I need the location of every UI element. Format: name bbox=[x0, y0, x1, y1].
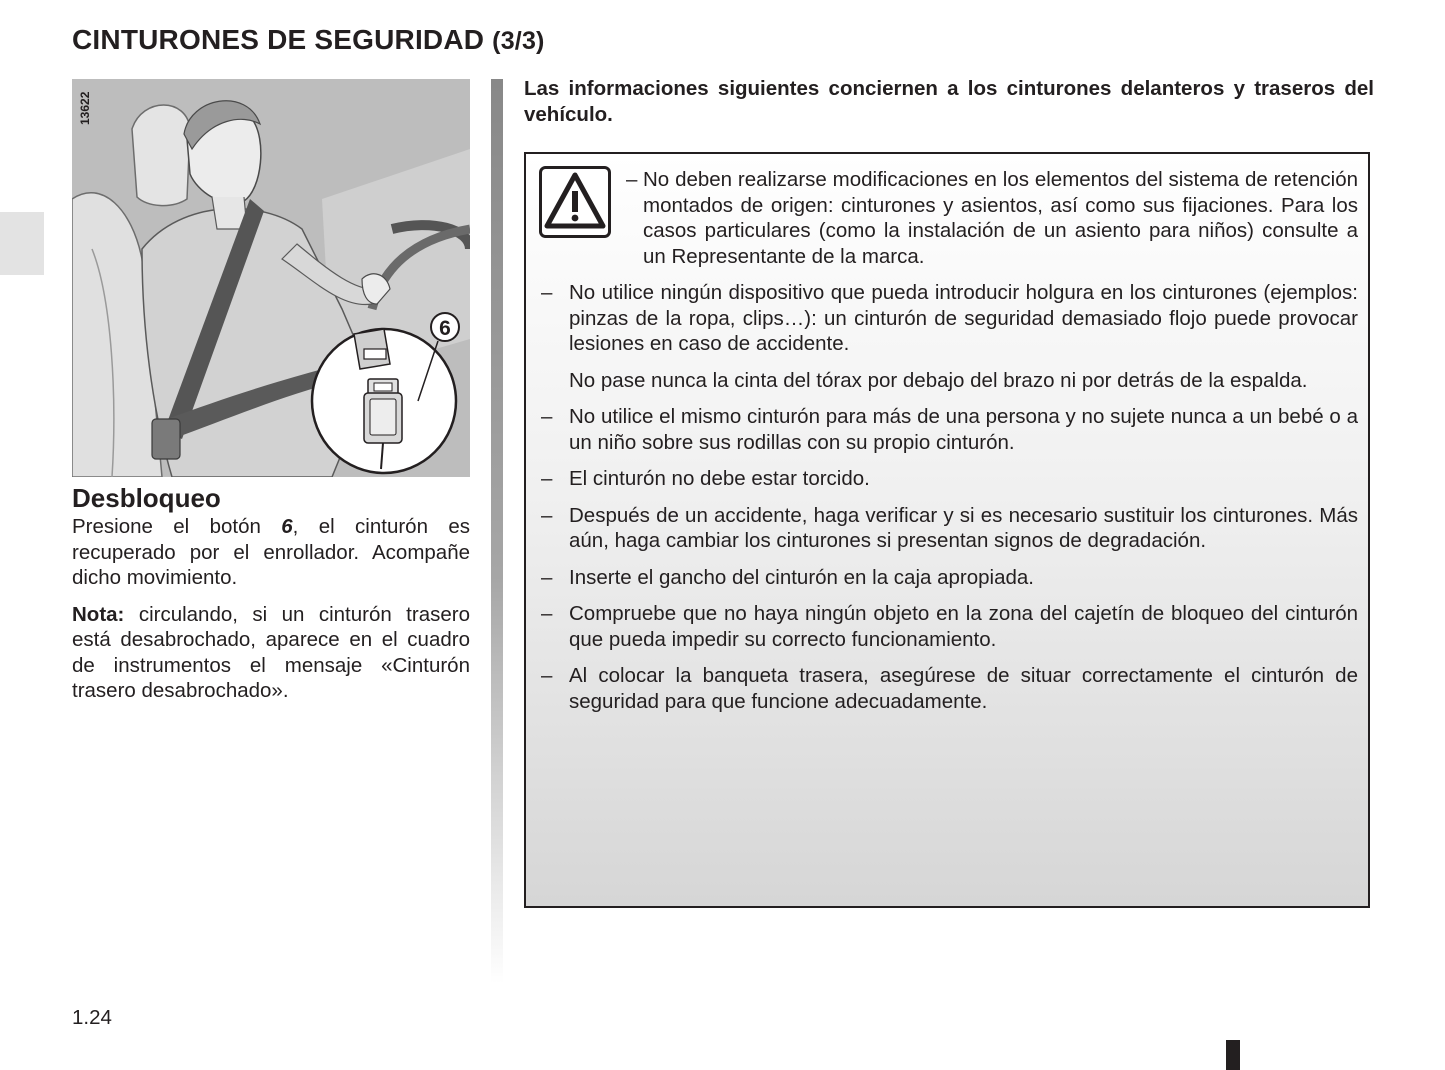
warning-item bbox=[541, 404, 1358, 455]
button-reference: 6 bbox=[281, 515, 293, 538]
title-part: (3/3) bbox=[492, 27, 545, 55]
title-text: CINTURONES DE SEGURIDAD bbox=[72, 24, 485, 55]
unlock-section bbox=[72, 482, 470, 715]
unlock-paragraph bbox=[72, 514, 470, 591]
warning-item-text: No utilice ningún dispositivo que pueda introducir holgura en los cinturones (ejemplos: pinzas de la ropa, clips…): un cinturón de seguridad demasiado flojo puede provocar lesiones en caso de accidente. bbox=[569, 281, 1358, 355]
warning-item bbox=[541, 280, 1358, 393]
note-text: circulando, si un cinturón trasero está desabrochado, aparece en el cuadro de instrumentos el mensaje «Cinturón trasero desabrochado». bbox=[72, 602, 470, 702]
page-number: 1.24 bbox=[72, 1006, 112, 1029]
intro-text: Las informaciones siguientes conciernen a los cinturones delanteros y traseros del vehículo. bbox=[524, 77, 1374, 126]
note-paragraph bbox=[72, 602, 470, 704]
warning-item-text: No utilice el mismo cinturón para más de una persona y no sujete nunca a un bebé o a un niño sobre sus rodillas con su propio cinturón. bbox=[569, 405, 1358, 454]
warning-item-text: Al colocar la banqueta trasera, asegúrese de situar correctamente el cinturón de seguridad para que funcione adecuadamente. bbox=[569, 664, 1358, 713]
warning-item-text: El cinturón no debe estar torcido. bbox=[569, 467, 870, 490]
warning-item bbox=[541, 663, 1358, 714]
warning-triangle-icon bbox=[539, 166, 611, 238]
warning-item-text: No deben realizarse modificaciones en los elementos del sistema de retención montados de origen: cinturones y asientos, así como sus fijaciones. Para los casos particulares (como la instalación de un asiento para niños) consulte a un Representante de la marca. bbox=[643, 168, 1358, 268]
warning-item-text: Después de un accidente, haga verificar y si es necesario sustituir los cinturones. Más aún, haga cambiar los cinturones si presentan signos de degradación. bbox=[569, 503, 1358, 552]
column-divider bbox=[491, 79, 503, 984]
dash: – bbox=[541, 281, 553, 304]
section-tab bbox=[0, 212, 44, 275]
dash: – bbox=[541, 467, 553, 490]
warning-item bbox=[626, 167, 1358, 269]
warning-box bbox=[524, 152, 1370, 908]
warning-item bbox=[541, 565, 1358, 591]
dash: – bbox=[541, 602, 553, 625]
warning-item bbox=[541, 503, 1358, 554]
warning-list bbox=[541, 280, 1358, 725]
callout-6: 6 bbox=[439, 317, 451, 340]
warning-item-text: Inserte el gancho del cinturón en la caja apropiada. bbox=[569, 565, 1034, 589]
page-edge-marker bbox=[1226, 1040, 1240, 1070]
dash: – bbox=[541, 503, 553, 527]
warning-item bbox=[541, 601, 1358, 652]
unlock-text-start: Presione el botón bbox=[72, 515, 282, 538]
figure-code: 13622 bbox=[78, 91, 92, 125]
warning-item bbox=[541, 466, 1358, 492]
dash: – bbox=[541, 565, 553, 589]
dash: – bbox=[626, 168, 638, 191]
warning-item-extra: No pase nunca la cinta del tórax por debajo del brazo ni por detrás de la espalda. bbox=[569, 368, 1308, 392]
dash: – bbox=[541, 405, 553, 428]
warning-item-text: Compruebe que no haya ningún objeto en la zona del cajetín de bloqueo del cinturón que pueda impedir su correcto funcionamiento. bbox=[569, 602, 1358, 651]
unlock-text-end: , el cinturón es recuperado por el enrollador. Acompañe dicho movimiento. bbox=[72, 515, 470, 589]
page-title bbox=[72, 24, 545, 56]
seatbelt-illustration bbox=[72, 79, 470, 477]
note-label: Nota: bbox=[72, 602, 125, 626]
unlock-heading: Desbloqueo bbox=[72, 483, 221, 513]
dash: – bbox=[541, 664, 553, 687]
